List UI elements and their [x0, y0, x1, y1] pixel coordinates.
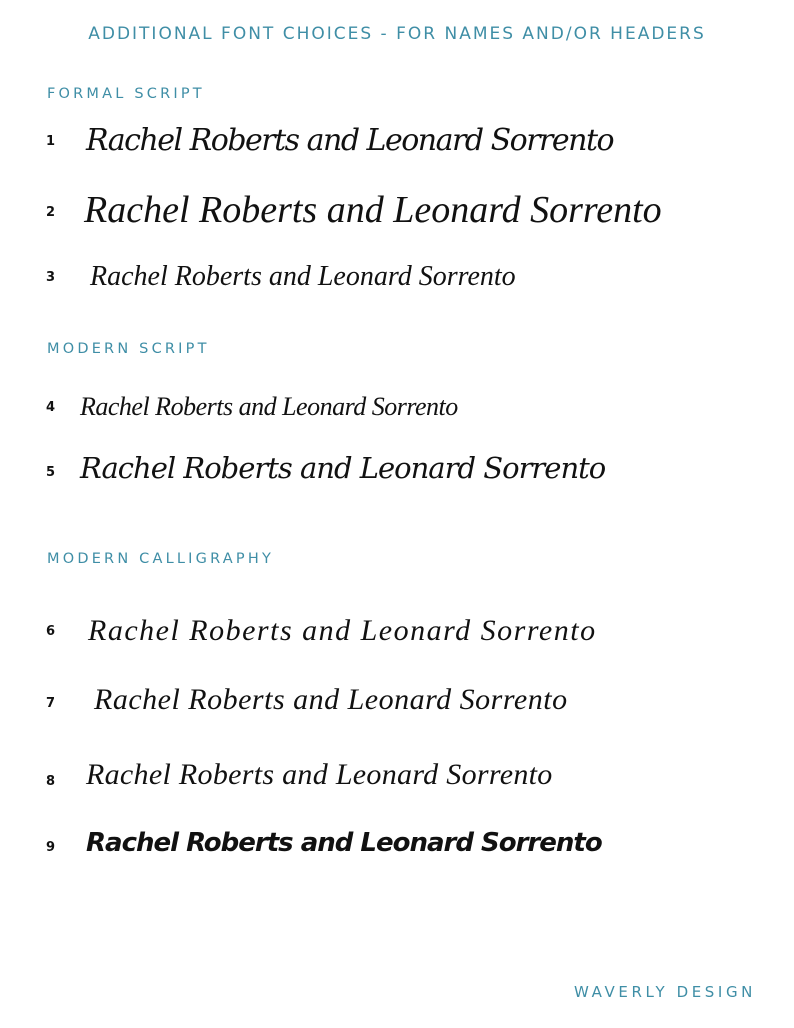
section-title-modern-script: MODERN SCRIPT: [47, 341, 210, 357]
sample-number: 5: [46, 465, 56, 480]
sample-number: 7: [46, 696, 56, 711]
sample-number: 8: [46, 774, 56, 789]
section-title-modern-calligraphy: MODERN CALLIGRAPHY: [47, 551, 275, 567]
sample-text: Rachel Roberts and Leonard Sorrento: [86, 828, 602, 858]
sample-number: 1: [46, 134, 56, 149]
sample-text: Rachel Roberts and Leonard Sorrento: [80, 451, 606, 485]
sample-number: 2: [46, 205, 56, 220]
footer-brand: WAVERLY DESIGN: [574, 983, 756, 1001]
sample-text: Rachel Roberts and Leonard Sorrento: [86, 758, 553, 791]
sample-number: 3: [46, 270, 56, 285]
sample-text: Rachel Roberts and Leonard Sorrento: [90, 261, 516, 292]
section-title-formal-script: FORMAL SCRIPT: [47, 86, 205, 102]
sample-text: Rachel Roberts and Leonard Sorrento: [84, 189, 662, 231]
sample-number: 4: [46, 400, 56, 415]
sample-number: 9: [46, 840, 56, 855]
sample-text: Rachel Roberts and Leonard Sorrento: [94, 683, 568, 716]
page-title: ADDITIONAL FONT CHOICES - FOR NAMES AND/OR HEADERS: [88, 24, 706, 44]
sample-text: Rachel Roberts and Leonard Sorrento: [88, 614, 597, 647]
sample-number: 6: [46, 624, 56, 639]
sample-text: Rachel Roberts and Leonard Sorrento: [86, 123, 614, 158]
sample-text: Rachel Roberts and Leonard Sorrento: [80, 392, 458, 421]
